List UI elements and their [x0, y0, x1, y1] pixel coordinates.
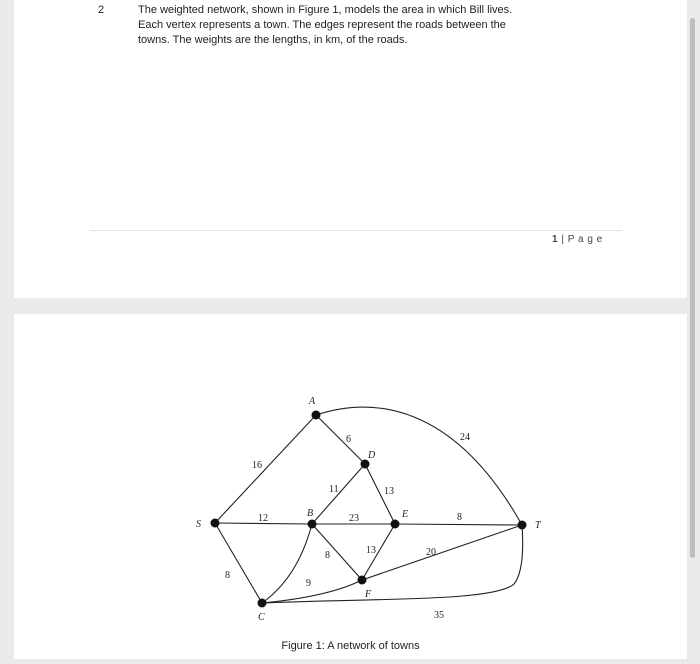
vertex-A [312, 411, 321, 420]
weight-BE: 23 [349, 513, 359, 524]
page-separator: | [561, 234, 565, 245]
vertex-F [358, 576, 367, 585]
label-B: B [307, 508, 314, 519]
edge-AD [316, 415, 365, 464]
vertex-S [211, 519, 220, 528]
edge-CB [262, 524, 312, 603]
edge-FT [362, 525, 522, 580]
label-T: T [535, 520, 541, 531]
page-footer [552, 234, 603, 245]
edge-ET [395, 524, 522, 525]
weight-BD: 11 [329, 484, 339, 495]
weight-CT: 35 [434, 610, 444, 621]
question-text [138, 3, 538, 48]
document-page-2 [14, 314, 687, 659]
vertex-E [391, 520, 400, 529]
page-word: P a g e [567, 234, 603, 245]
figure-caption: Figure 1: A network of towns [281, 640, 420, 652]
footer-rule [90, 230, 622, 231]
weight-SA: 16 [252, 460, 262, 471]
network-figure [14, 314, 687, 659]
page-number: 1 [552, 234, 559, 245]
weight-CB: 9 [306, 578, 311, 589]
vertex-B [308, 520, 317, 529]
question-line: towns. The weights are the lengths, in km, of the roads. [138, 34, 408, 46]
edge-BF [312, 524, 362, 580]
label-A: A [309, 396, 316, 407]
label-S: S [196, 519, 201, 530]
document-page-1 [14, 0, 687, 298]
weight-SC: 8 [225, 570, 230, 581]
label-D: D [368, 450, 376, 461]
label-E: E [402, 509, 409, 520]
question-line: The weighted network, shown in Figure 1, models the area in which Bill lives. [138, 4, 513, 16]
vertex-T [518, 521, 527, 530]
edge-AT [316, 407, 522, 525]
edge-SC [215, 523, 262, 603]
label-F: F [365, 589, 372, 600]
weight-BF: 8 [325, 550, 330, 561]
weight-ET: 8 [457, 512, 462, 523]
weight-DE: 13 [384, 486, 394, 497]
weight-AT: 24 [460, 432, 470, 443]
weight-FT: 20 [426, 547, 436, 558]
vertex-C [258, 599, 267, 608]
label-C: C [258, 612, 265, 623]
weight-AD: 6 [346, 434, 351, 445]
weight-SB: 12 [258, 513, 268, 524]
edge-SA [215, 415, 316, 523]
edge-CT [262, 525, 523, 603]
scrollbar[interactable] [690, 18, 695, 558]
edge-FC [262, 580, 362, 603]
question-number: 2 [98, 4, 105, 16]
weight-EF: 13 [366, 545, 376, 556]
question-line: Each vertex represents a town. The edges represent the roads between the [138, 19, 506, 31]
